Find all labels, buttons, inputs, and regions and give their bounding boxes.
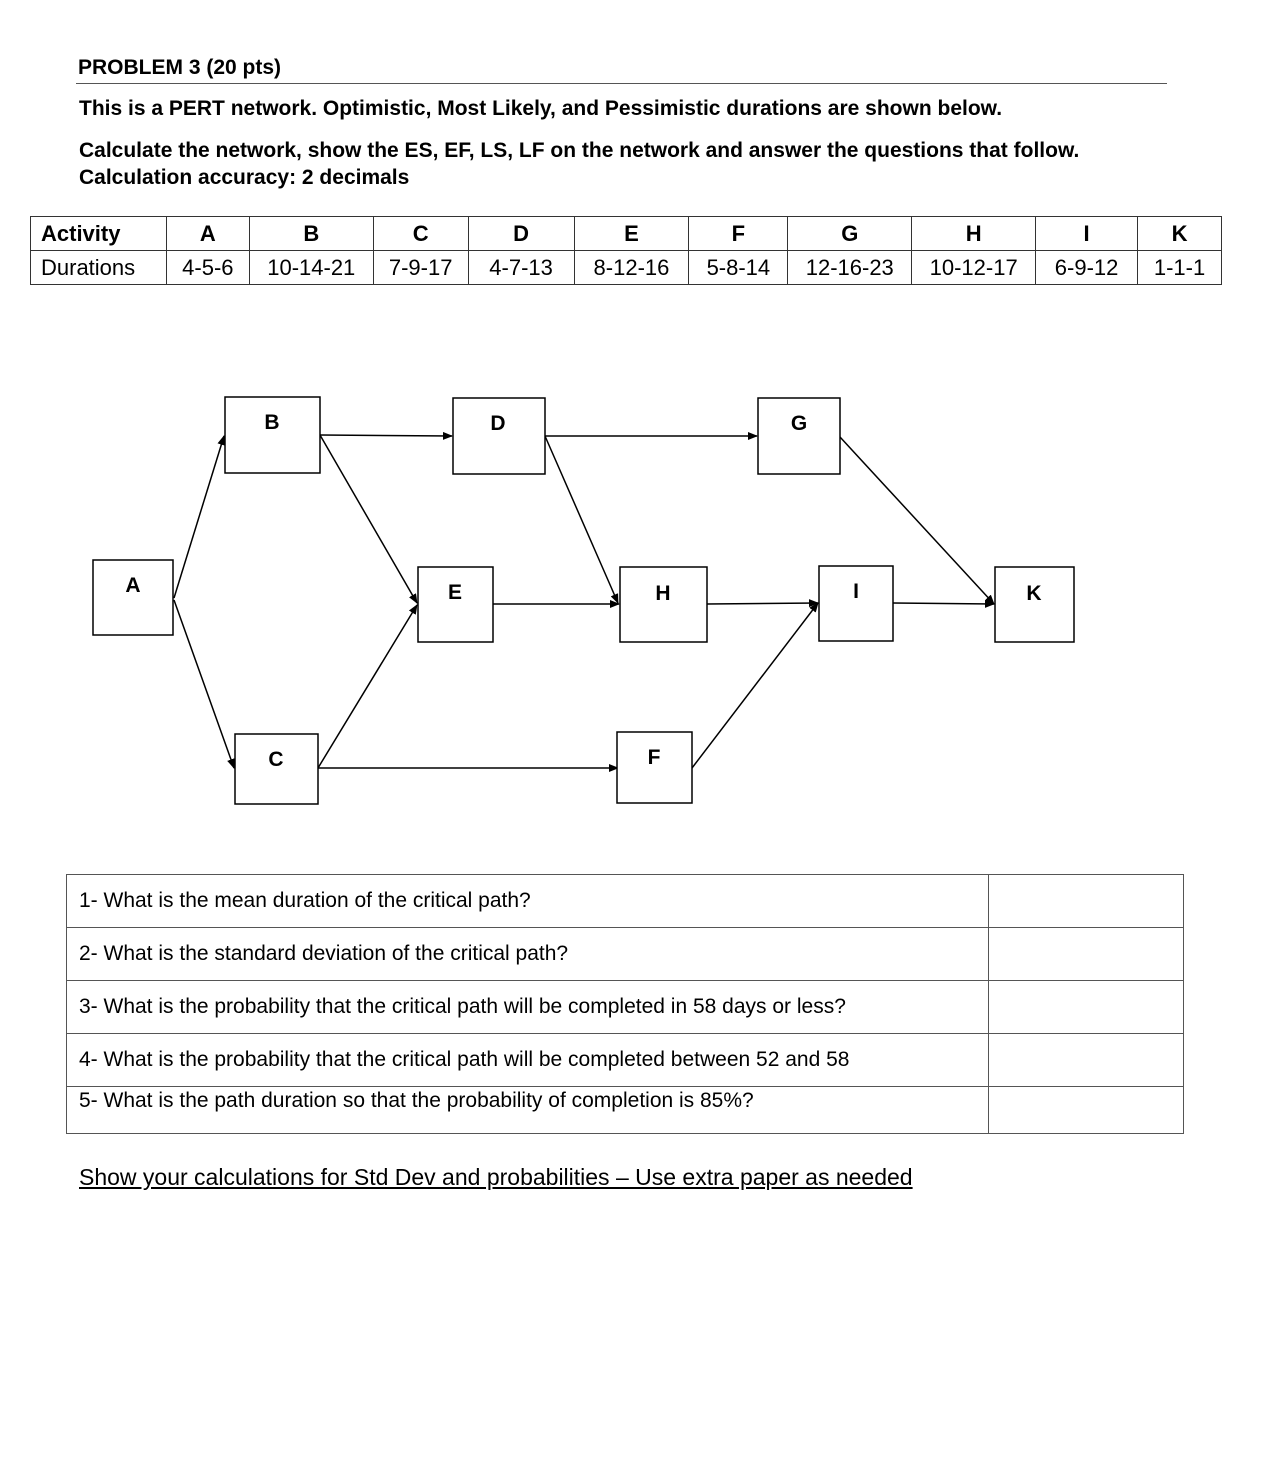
- activity-cell: C: [373, 217, 468, 251]
- edge-c-e: [318, 605, 417, 768]
- edge-a-c: [174, 600, 234, 768]
- answer-cell[interactable]: [989, 981, 1184, 1034]
- question-row: [67, 928, 1184, 981]
- answer-cell[interactable]: [989, 1034, 1184, 1087]
- activity-cell: I: [1036, 217, 1138, 251]
- questions-table: [66, 874, 1184, 1134]
- node-f-label: F: [647, 746, 661, 769]
- question-row: [67, 1087, 1184, 1134]
- edge-a-b: [174, 436, 224, 598]
- activity-cell: A: [166, 217, 249, 251]
- question-row: [67, 875, 1184, 928]
- node-e-label: E: [447, 581, 463, 604]
- question-text: 4- What is the probability that the critical path will be completed between 52 and 58: [67, 1034, 989, 1087]
- node-i-box: [819, 566, 893, 641]
- node-h-label: H: [655, 582, 671, 605]
- activity-cell: B: [249, 217, 373, 251]
- edge-f-i: [692, 603, 818, 768]
- edge-b-d: [320, 435, 452, 436]
- problem-title: PROBLEM 3 (20 pts): [78, 56, 282, 79]
- question-row: [67, 1034, 1184, 1087]
- duration-cell: 8-12-16: [574, 251, 689, 285]
- question-text: 3- What is the probability that the critical path will be completed in 58 days or less?: [67, 981, 989, 1034]
- node-a-box: [93, 560, 173, 635]
- problem-instructions: Calculate the network, show the ES, EF, LS, LF on the network and answer the questions that follow. Calculation accuracy: 2 decimals: [79, 139, 1080, 189]
- duration-cell: 10-12-17: [912, 251, 1036, 285]
- activity-cell: D: [468, 217, 574, 251]
- answer-cell[interactable]: [989, 1087, 1184, 1134]
- edge-h-i: [707, 603, 818, 604]
- duration-cell: 5-8-14: [689, 251, 788, 285]
- activity-cell: G: [788, 217, 912, 251]
- durations-row-label: Durations: [31, 251, 167, 285]
- activity-header-label: Activity: [31, 217, 167, 251]
- node-d-box: [453, 398, 545, 474]
- node-b-label: B: [264, 411, 280, 434]
- edge-b-e: [320, 435, 417, 603]
- duration-cell: 1-1-1: [1138, 251, 1222, 285]
- node-g-label: G: [790, 412, 808, 435]
- node-c-label: C: [268, 748, 284, 771]
- duration-cell: 6-9-12: [1036, 251, 1138, 285]
- node-b-box: [225, 397, 320, 473]
- activity-cell: F: [689, 217, 788, 251]
- node-g-box: [758, 398, 840, 474]
- answer-cell[interactable]: [989, 875, 1184, 928]
- question-row: [67, 981, 1184, 1034]
- activity-cell: K: [1138, 217, 1222, 251]
- activity-cell: H: [912, 217, 1036, 251]
- duration-cell: 4-7-13: [468, 251, 574, 285]
- question-text: 1- What is the mean duration of the critical path?: [67, 875, 989, 928]
- duration-cell: 12-16-23: [788, 251, 912, 285]
- duration-cell: 10-14-21: [249, 251, 373, 285]
- node-k-label: K: [1026, 582, 1042, 605]
- question-text: 5- What is the path duration so that the probability of completion is 85%?: [67, 1087, 989, 1134]
- activity-cell: E: [574, 217, 689, 251]
- node-i-label: I: [853, 580, 859, 603]
- question-text: 2- What is the standard deviation of the critical path?: [67, 928, 989, 981]
- node-d-label: D: [490, 412, 506, 435]
- duration-cell: 4-5-6: [166, 251, 249, 285]
- duration-cell: 7-9-17: [373, 251, 468, 285]
- edge-i-k: [893, 603, 994, 604]
- footer-instruction: Show your calculations for Std Dev and probabilities – Use extra paper as needed: [79, 1164, 913, 1190]
- node-a-label: A: [125, 574, 141, 597]
- problem-intro: This is a PERT network. Optimistic, Most Likely, and Pessimistic durations are shown below.: [79, 97, 1003, 120]
- node-e-box: [418, 567, 493, 642]
- answer-cell[interactable]: [989, 928, 1184, 981]
- edge-d-h: [545, 436, 618, 603]
